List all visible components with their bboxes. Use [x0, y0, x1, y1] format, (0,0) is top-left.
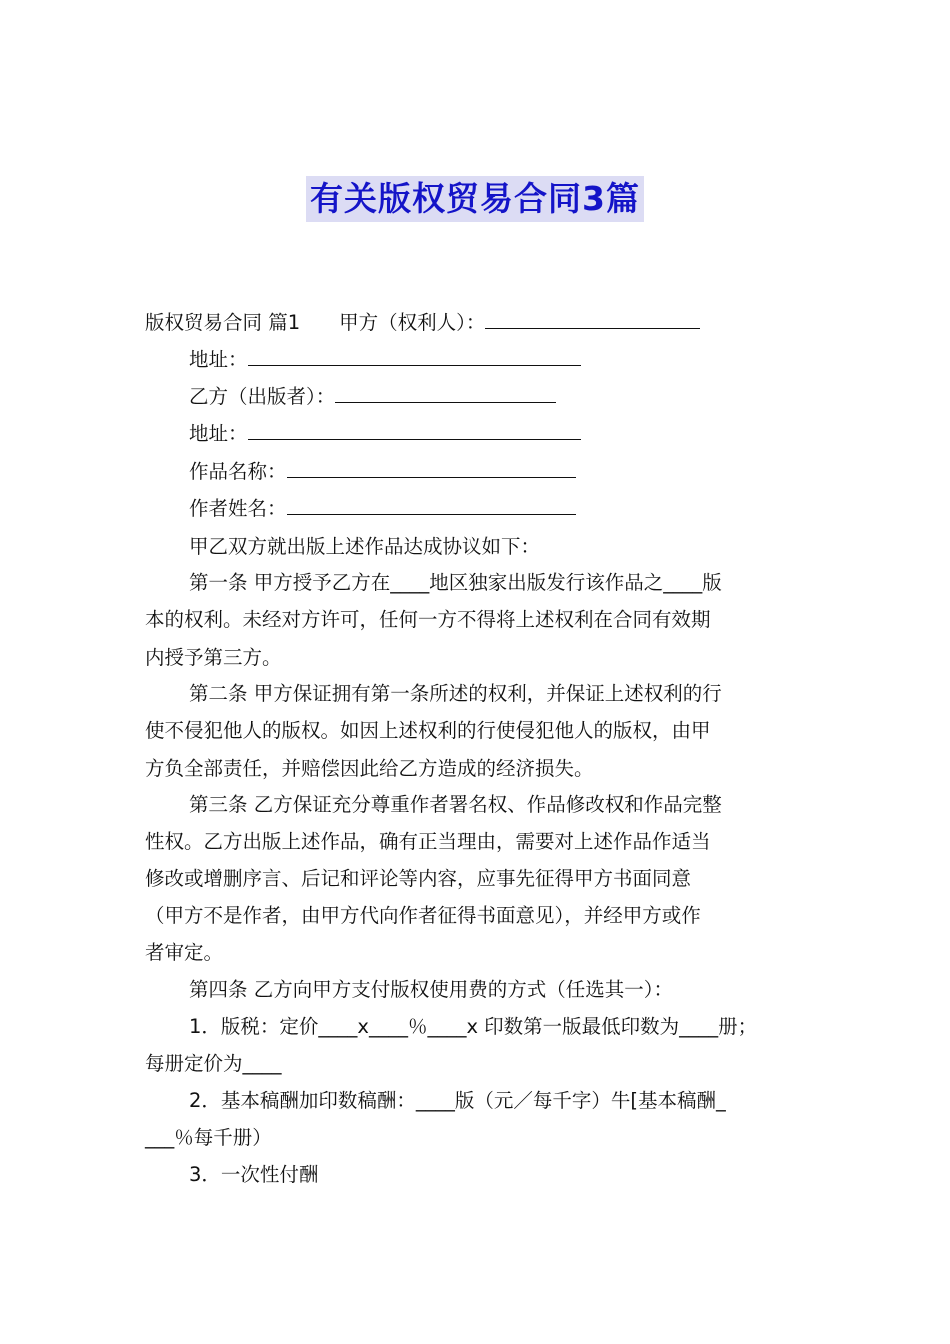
- blank-field: [485, 310, 700, 329]
- payment-option-2-cont: ___％每千册）: [145, 1126, 272, 1149]
- work-title-line: [189, 459, 859, 485]
- agreement-intro: 甲乙双方就出版上述作品达成协议如下：: [189, 535, 541, 558]
- payment-option-2: 2．基本稿酬加印数稿酬：____版（元／每千字）牛[基本稿酬_: [189, 1089, 726, 1112]
- author-name-line: [189, 496, 859, 522]
- article-1-line-2: 本的权利。未经对方许可，任何一方不得将上述权利在合同有效期: [145, 608, 711, 631]
- party-b-line: [189, 384, 859, 410]
- line-text: 作者姓名：: [189, 497, 287, 520]
- article-2-line-3: 方负全部责任，并赔偿因此给乙方造成的经济损失。: [145, 757, 594, 780]
- blank-field: [248, 347, 581, 366]
- line-text: 地址：: [189, 422, 248, 445]
- article-3-line-3: 修改或增删序言、后记和评论等内容，应事先征得甲方书面同意: [145, 867, 692, 890]
- article-4-line-1: 第四条 乙方向甲方支付版权使用费的方式（任选其一）：: [189, 978, 673, 1001]
- party-a-address-line: [189, 347, 859, 373]
- article-3-line-1: 第三条 乙方保证充分尊重作者署名权、作品修改权和作品完整: [189, 793, 722, 816]
- article-1-line-3: 内授予第三方。: [145, 646, 282, 669]
- document-title-wrap: [0, 176, 950, 222]
- payment-option-1: 1．版税：定价____x____％____x 印数第一版最低印数为____册；: [189, 1015, 758, 1038]
- party-b-address-line: [189, 421, 859, 447]
- blank-field: [287, 459, 576, 478]
- article-3-line-4: （甲方不是作者，由甲方代向作者征得书面意见），并经甲方或作: [145, 904, 701, 927]
- line-text: 作品名称：: [189, 460, 287, 483]
- line-text: 版权贸易合同 篇1 甲方（权利人）：: [145, 311, 486, 334]
- contract-heading-line: [145, 310, 815, 336]
- payment-option-1-cont: 每册定价为____: [145, 1052, 282, 1075]
- article-1-line-1: 第一条 甲方授予乙方在____地区独家出版发行该作品之____版: [189, 571, 722, 594]
- blank-field: [287, 496, 576, 515]
- article-2-line-1: 第二条 甲方保证拥有第一条所述的权利，并保证上述权利的行: [189, 682, 722, 705]
- document-title: 有关版权贸易合同3篇: [306, 176, 644, 222]
- blank-field: [335, 384, 556, 403]
- blank-field: [248, 421, 581, 440]
- article-2-line-2: 使不侵犯他人的版权。如因上述权利的行使侵犯他人的版权，由甲: [145, 719, 711, 742]
- article-3-line-2: 性权。乙方出版上述作品，确有正当理由，需要对上述作品作适当: [145, 830, 711, 853]
- line-text: 乙方（出版者）：: [189, 385, 336, 408]
- line-text: 地址：: [189, 348, 248, 371]
- article-3-line-5: 者审定。: [145, 941, 224, 964]
- payment-option-3: 3．一次性付酬: [189, 1163, 319, 1186]
